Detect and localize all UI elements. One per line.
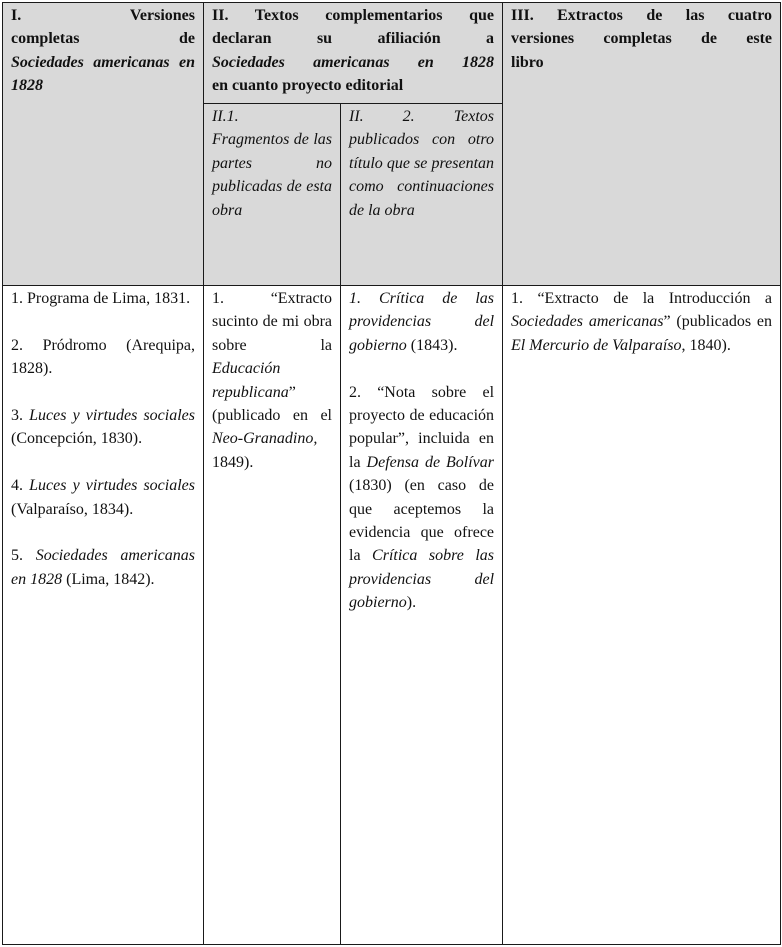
list-item: 1. Programa de Lima, 1831. [11, 290, 191, 307]
subheader-textos-publicados [341, 104, 503, 286]
list-item: 2. “Nota sobre el proyecto de educación popular”, incluida en la Defensa de Bolívar (1830) (en caso de que aceptemos la evidencia que ofrece la Crítica sobre las providencias del gobierno). [349, 383, 495, 612]
header-col2-line4: en cuanto proyecto editorial [212, 77, 404, 95]
list-item: 1. “Extracto sucinto de mi obra sobre la Educación republicana” (publicado en el Neo-Granadino, 1849). [212, 290, 332, 471]
header-col3-line2: versiones completas de este [511, 30, 773, 48]
header-col2-line1: II. Textos complementarios que [212, 7, 495, 24]
list-item: 3. Luces y virtudes sociales (Concepción, 1830). [11, 407, 195, 448]
subheader-2-text: publicados con otro título que se presentan como continuaciones de la obra [349, 131, 495, 219]
subheader-1-text: Fragmentos de las partes no publicadas de esta obra [212, 131, 332, 219]
list-item: 5. Sociedades americanas en 1828 (Lima, 1842). [11, 547, 195, 588]
header-col1-line1: I. Versiones [11, 7, 195, 24]
header-col2-line2: declaran su afiliación a [212, 30, 495, 48]
header-textos-complementarios [204, 3, 503, 104]
subheader-2-label: II. 2. Textos [349, 108, 495, 125]
list-item: 1. “Extracto de la Introducción a Sociedades americanas” (publicados en El Mercurio de Valparaíso, 1840). [511, 290, 773, 354]
subheader-fragmentos [204, 104, 341, 286]
list-item: 2. Pródromo (Arequipa, 1828). [11, 336, 196, 378]
body-col-extractos [503, 286, 781, 945]
comparison-table [2, 2, 781, 945]
list-item: 1. Crítica de las providencias del gobierno (1843). [349, 290, 495, 354]
header-col2-italic-title: Sociedades americanas en 1828 [212, 53, 495, 71]
header-col3-line3: libro [511, 53, 544, 71]
body-col-fragmentos [204, 286, 341, 945]
header-col3-line1: III. Extractos de las cuatro [511, 7, 773, 24]
body-col-textos-publicados [341, 286, 503, 945]
body-col-versiones [3, 286, 204, 945]
header-versiones-completas [3, 3, 204, 286]
subheader-1-label: II.1. [212, 108, 239, 125]
header-col1-italic-title: Sociedades americanas en 1828 [11, 53, 195, 95]
header-col1-line2: completas de [11, 30, 195, 48]
header-extractos [503, 3, 781, 286]
list-item: 4. Luces y virtudes sociales (Valparaíso, 1834). [11, 477, 195, 518]
